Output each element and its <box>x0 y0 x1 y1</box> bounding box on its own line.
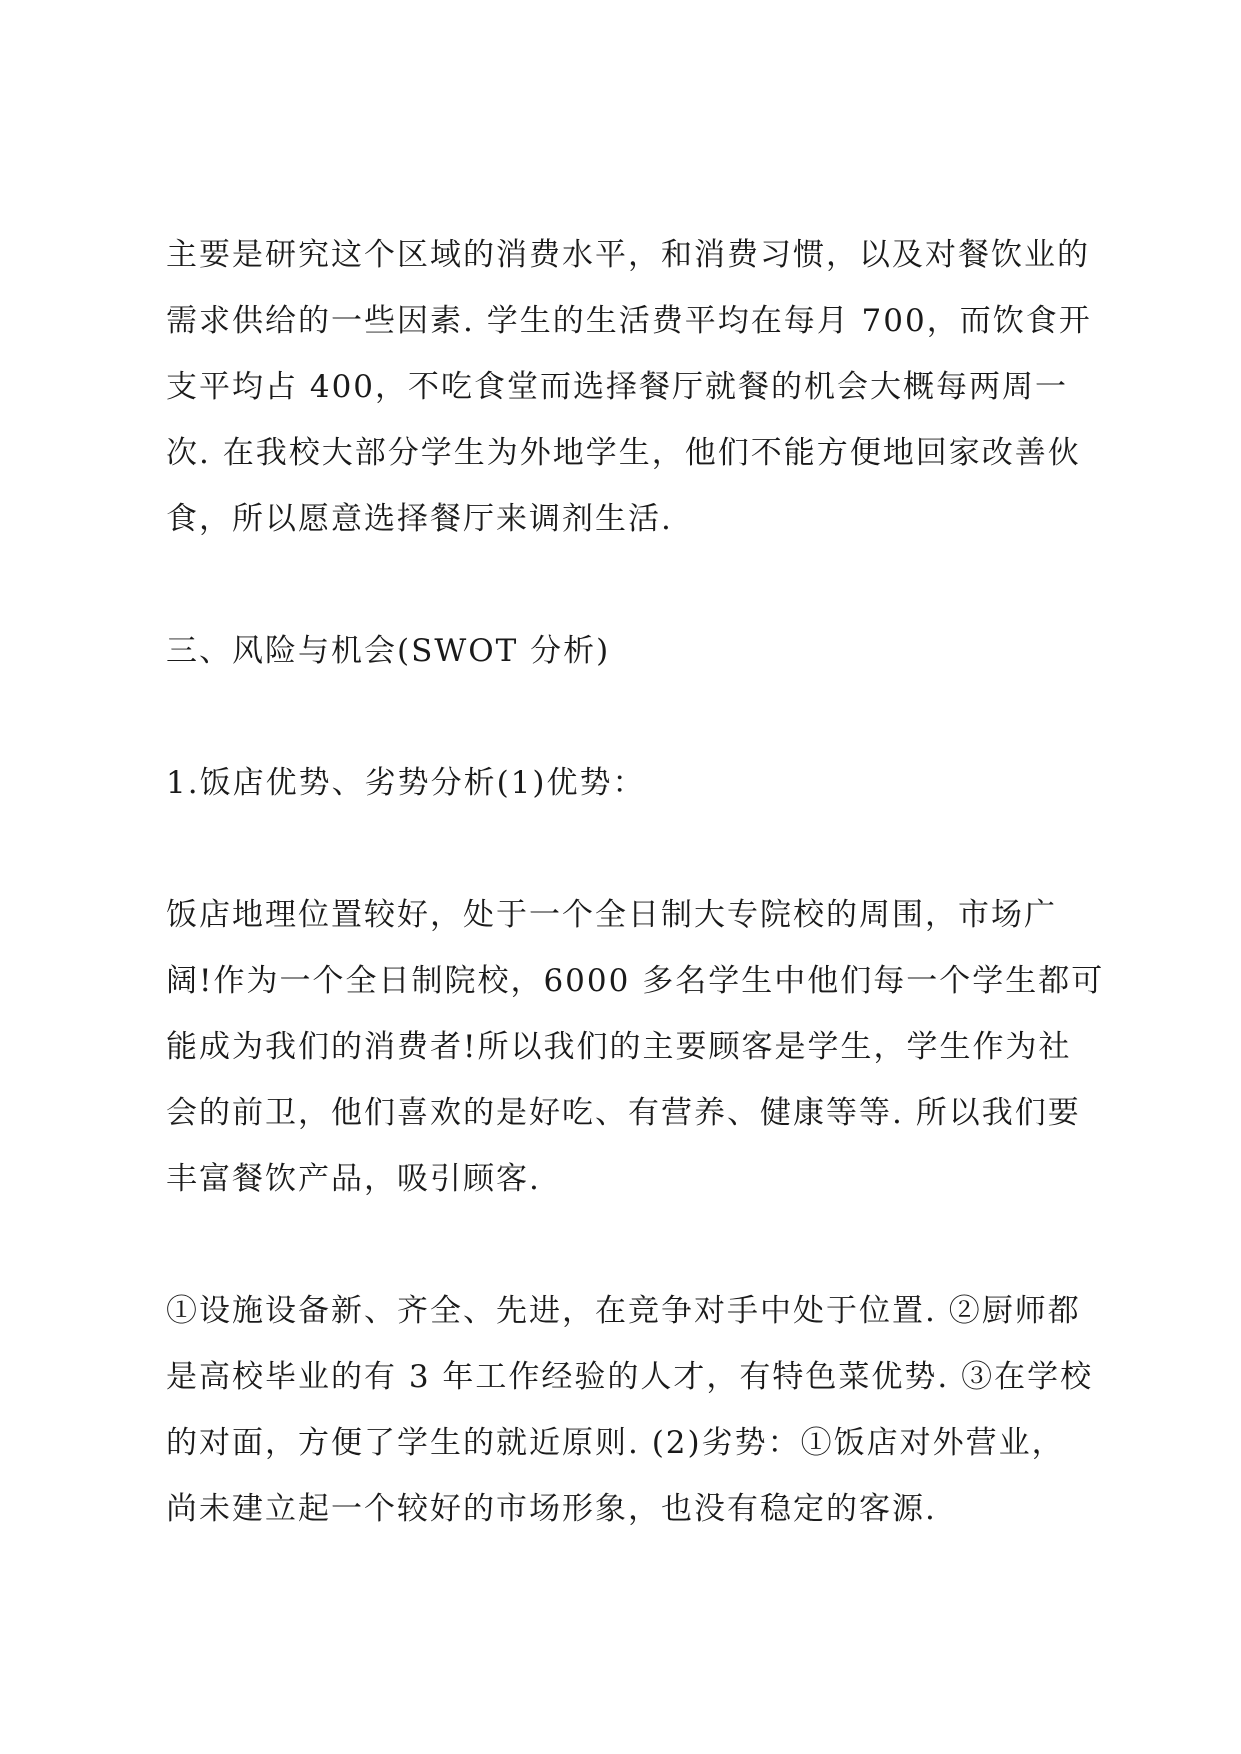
text-line: 的对面，方便了学生的就近原则. (2)劣势：①饭店对外营业， <box>166 1425 1065 1461</box>
text-line: 能成为我们的消费者!所以我们的主要顾客是学生，学生作为社 <box>166 1029 1072 1065</box>
paragraph-consumption-analysis <box>166 222 1096 552</box>
text-line: 尚未建立起一个较好的市场形象，也没有稳定的客源. <box>166 1491 937 1527</box>
paragraph-location-advantage <box>166 882 1105 1212</box>
heading-text: 1.饭店优势、劣势分析(1)优势： <box>166 765 646 801</box>
text-line: 是高校毕业的有 3 年工作经验的人才，有特色菜优势. ③在学校 <box>166 1359 1094 1395</box>
subsection-heading-strengths <box>166 750 1096 816</box>
text-line: 主要是研究这个区域的消费水平，和消费习惯，以及对餐饮业的 <box>166 237 1090 273</box>
text-line: 需求供给的一些因素. 学生的生活费平均在每月 700，而饮食开 <box>166 303 1092 339</box>
text-line: 丰富餐饮产品，吸引顾客. <box>166 1161 541 1197</box>
text-line: 饭店地理位置较好，处于一个全日制大专院校的周围，市场广 <box>166 897 1057 933</box>
text-line: 支平均占 400，不吃食堂而选择餐厅就餐的机会大概每两周一 <box>166 369 1069 405</box>
text-line: ①设施设备新、齐全、先进，在竞争对手中处于位置. ②厨师都 <box>166 1293 1081 1329</box>
document-body <box>166 222 1105 1608</box>
text-line: 食，所以愿意选择餐厅来调剂生活. <box>166 501 673 537</box>
section-heading-swot <box>166 618 1096 684</box>
text-line: 会的前卫，他们喜欢的是好吃、有营养、健康等等. 所以我们要 <box>166 1095 1081 1131</box>
paragraph-strengths-weaknesses-list <box>166 1278 1096 1542</box>
text-line: 次. 在我校大部分学生为外地学生，他们不能方便地回家改善伙 <box>166 435 1081 471</box>
heading-text: 三、风险与机会(SWOT 分析) <box>166 633 611 669</box>
text-line: 阔!作为一个全日制院校，6000 多名学生中他们每一个学生都可 <box>166 963 1105 999</box>
